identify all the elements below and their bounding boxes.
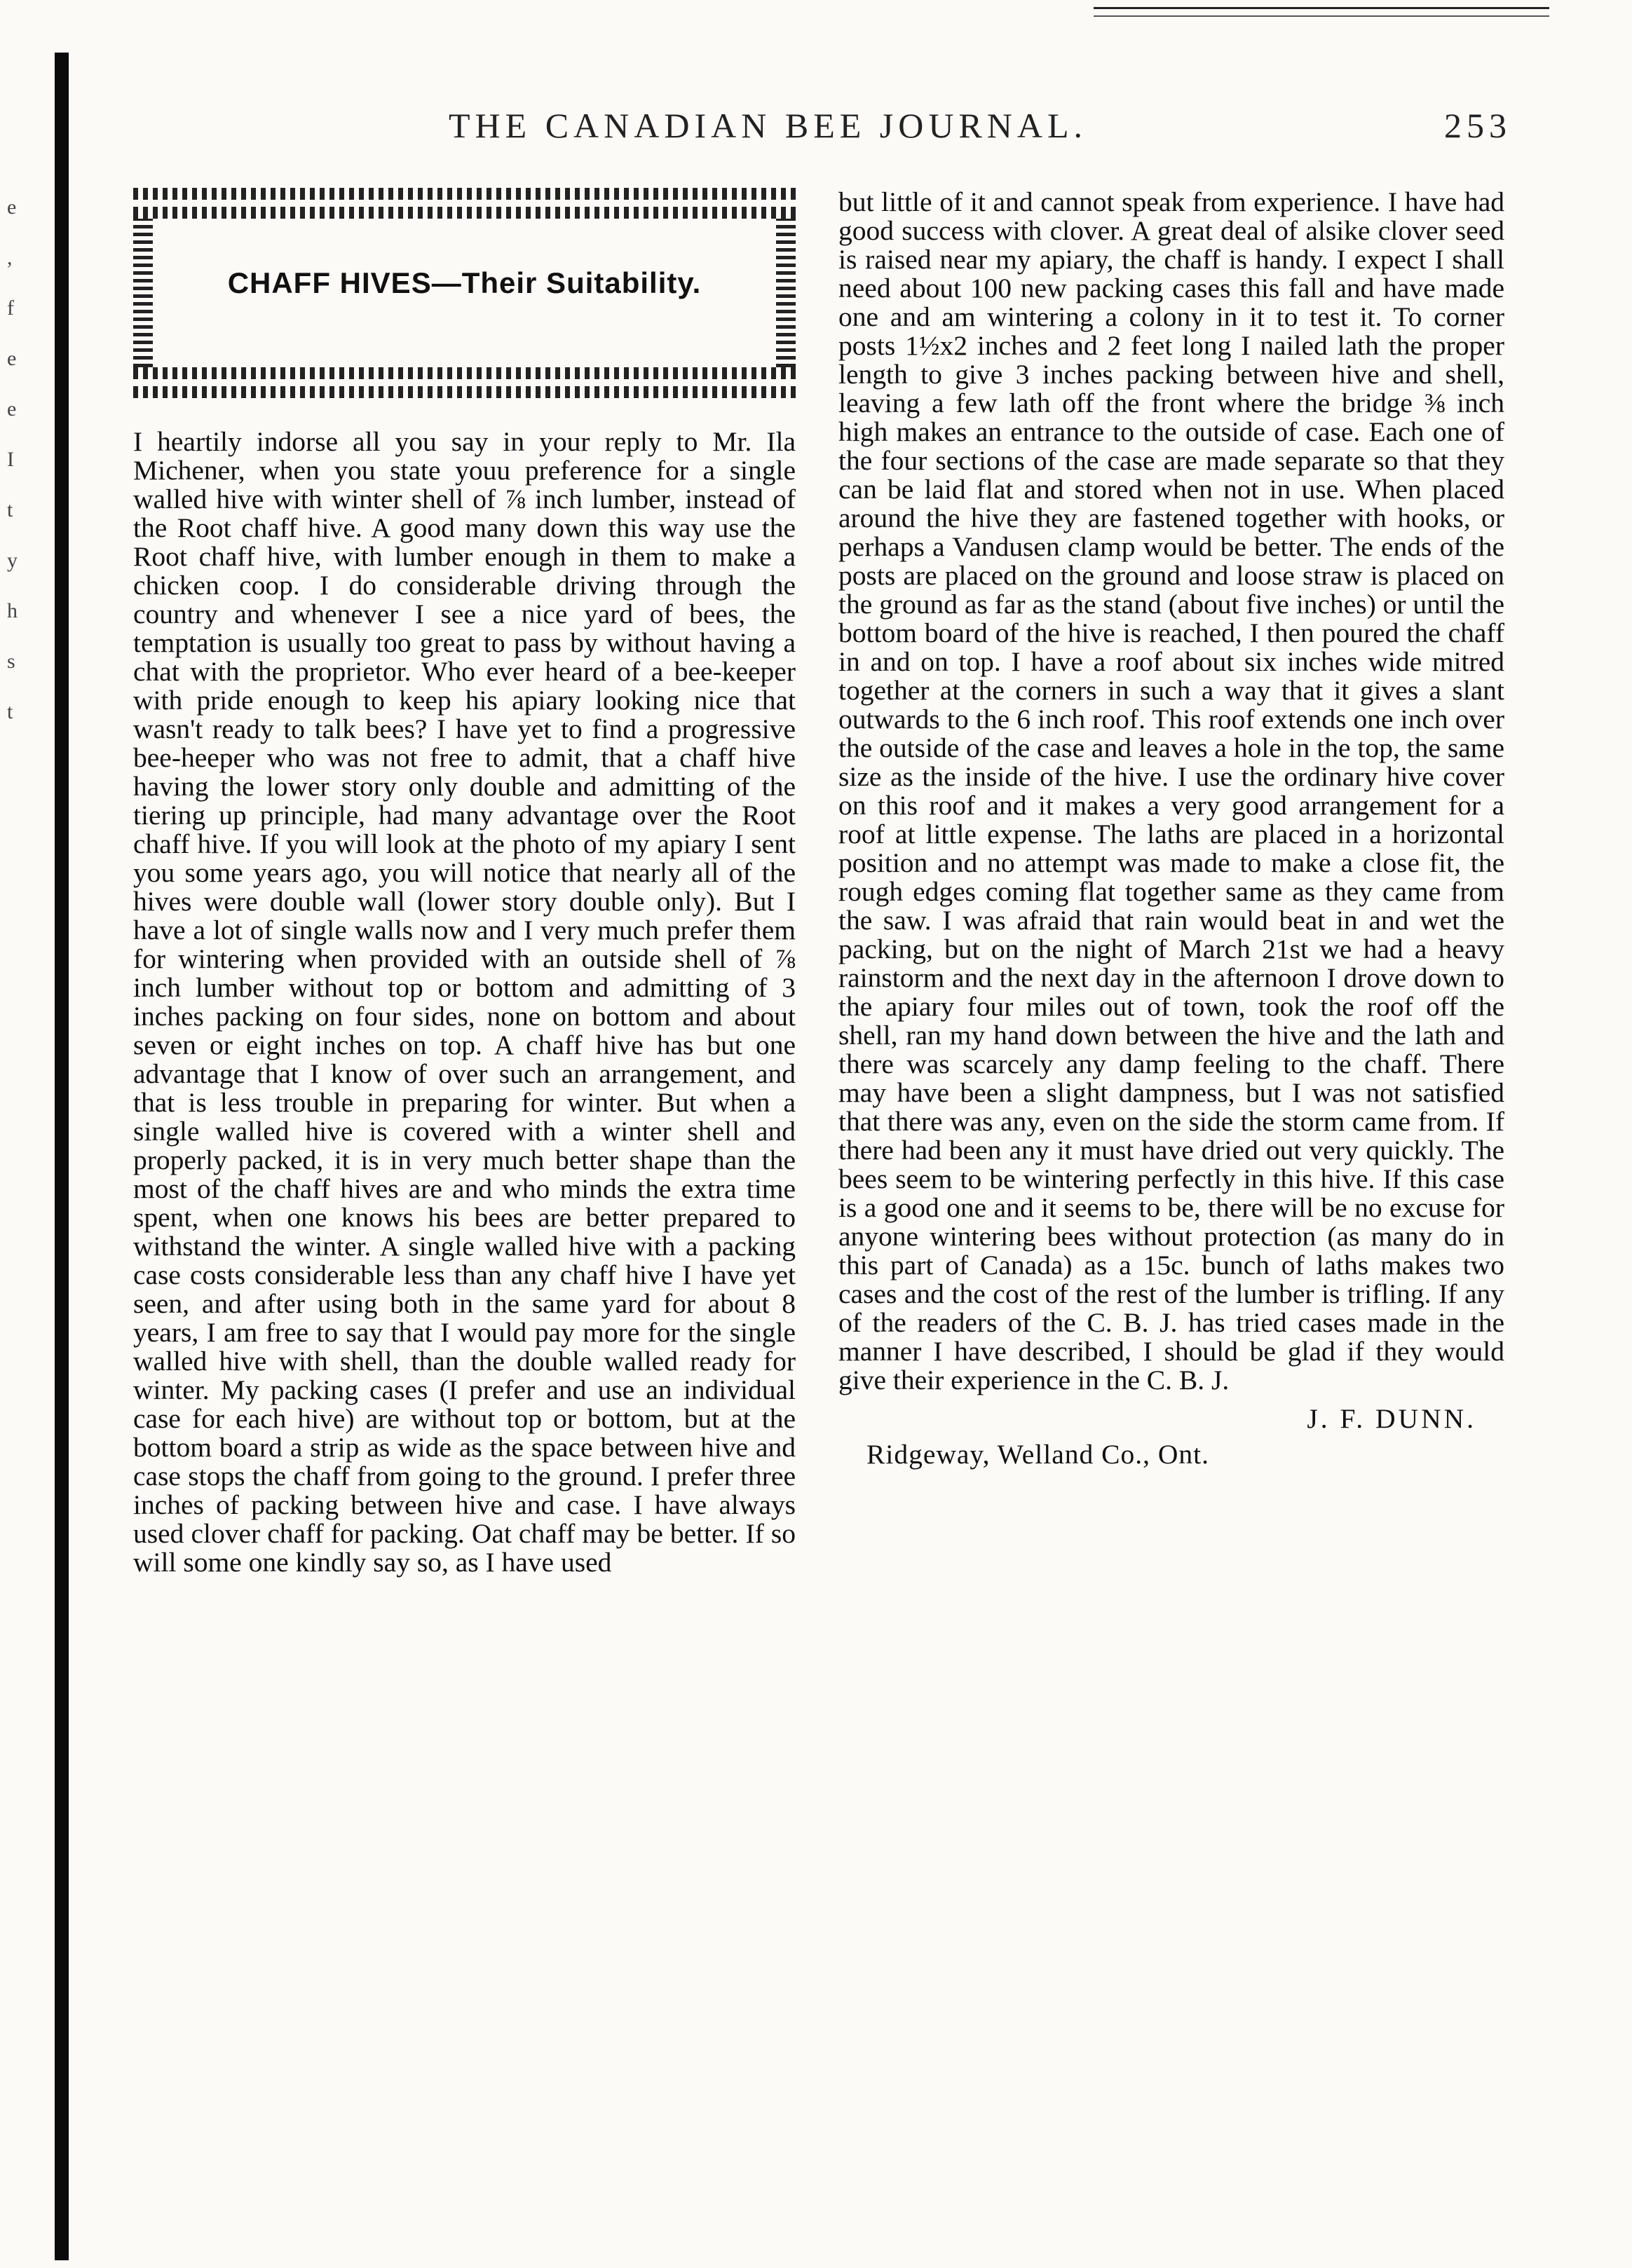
margin-mark: e <box>7 196 17 219</box>
ornament-border-right <box>776 219 796 367</box>
binding-edge <box>55 53 69 2260</box>
author-address: Ridgeway, Welland Co., Ont. <box>866 1439 1209 1470</box>
article-title-box <box>133 188 796 398</box>
margin-mark: e <box>7 397 17 421</box>
margin-marks <box>7 182 35 737</box>
margin-mark: I <box>7 448 14 471</box>
top-rule-secondary <box>1094 15 1549 17</box>
article-title: CHAFF HIVES—Their Suitability. <box>227 266 702 299</box>
margin-mark: y <box>7 549 18 572</box>
author-signature: J. F. DUNN. <box>1307 1403 1476 1434</box>
margin-mark: e <box>7 347 17 370</box>
margin-mark: h <box>7 599 18 622</box>
right-column-text: but little of it and cannot speak from experience. I have had good success with clover. A great deal of alsike clover seed is raised near my apiary, the chaff is handy. I expect I shall need about 100 new packing cases this fall and have made one and am wintering a colony in it to test it. To corner posts 1½x2 inches and 2 feet long I nailed lath the proper length to give 3 inches packing between hive and shell, leaving a few lath off the front where the bridge ⅜ inch high makes an entrance to the outside of case. Each one of the four sections of the case are made separate so that they can be laid flat and stored when not in use. When placed around the hive they are fastened together with hooks, or perhaps a Vandusen clamp would be better. The ends of the posts are placed on the ground and loose straw is placed on the ground as far as the stand (about five inches) or until the bottom board of the hive is reached, I then poured the chaff in and on top. I have a roof about six inches wide mitred together at the corners in such a way that it gives a slant outwards to the 6 inch roof. This roof extends one inch over the outside of the case and leaves a hole in the top, the same size as the inside of the hive. I use the ordinary hive cover on this roof and it makes a very good arrangement for a roof at little expense. The laths are placed in a horizontal position and no attempt was made to make a close fit, the rough edges coming flat together same as they came from the saw. I was afraid that rain would beat in and wet the packing, but on the night of March 21st we had a heavy rainstorm and the next day in the afternoon I drove down to the apiary four miles out of town, took the roof off the shell, ran my hand down between the hive and the lath and there was scarcely any damp feeling to the chaff. There may have been a slight dampness, but I was not satisfied that there was any, even on the side the storm came from. If there had been any it must have dried out very quickly. The bees seem to be wintering perfectly in this hive. If this case is a good one and it seems to be, there will be no excuse for anyone wintering bees without protection (as many do in this part of Canada) as a 15c. bunch of laths makes two cases and the cost of the rest of the lumber is trifling. If any of the readers of the C. B. J. has tried cases made in the manner I have described, I should be glad if they would give their experience in the C. B. J. <box>838 186 1504 1395</box>
right-column <box>838 188 1504 1469</box>
margin-mark: t <box>7 498 13 521</box>
page-number: 253 <box>1444 106 1511 145</box>
margin-mark: t <box>7 700 13 723</box>
left-column-text: I heartily indorse all you say in your reply to Mr. Ila Michener, when you state youu preference for a single walled hive with winter shell of ⅞ inch lumber, instead of the Root chaff hive. A good many down this way use the Root chaff hive, with lumber enough in them to make a chicken coop. I do considerable driving through the country and whenever I see a nice yard of bees, the temptation is usually too great to pass by without having a chat with the proprietor. Who ever heard of a bee-keeper with pride enough to keep his apiary looking nice that wasn't ready to talk bees? I have yet to find a progressive bee-heeper who was not free to admit, that a chaff hive having the lower story only double and admitting of the tiering up principle, had many advantage over the Root chaff hive. If you will look at the photo of my apiary I sent you some years ago, you will notice that nearly all of the hives were double wall (lower story double only). But I have a lot of single walls now and I very much prefer them for wintering when provided with an outside shell of ⅞ inch lumber without top or bottom and admitting of 3 inches packing on four sides, none on bottom and about seven or eight inches on top. A chaff hive has but one advantage that I know of over such an arrangement, and that is less trouble in preparing for winter. But when a single walled hive is covered with a winter shell and properly packed, it is in very much better shape than the most of the chaff hives are and who minds the extra time spent, when one knows his bees are better prepared to withstand the winter. A single walled hive with a packing case costs considerable less than any chaff hive I have yet seen, and after using both in the same yard for about 8 years, I am free to say that I would pay more for the single walled hive with shell, than the double walled ready for winter. My packing cases (I prefer and use an individual case for each hive) are without top or bottom, but at the bottom board a strip as wide as the space between hive and case stops the chaff from going to the ground. I prefer three inches of packing between hive and case. I have always used clover chaff for packing. Oat chaff may be better. If so will some one kindly say so, as I have used <box>133 426 796 1578</box>
margin-mark: , <box>7 246 13 269</box>
left-column <box>133 428 796 1577</box>
ornament-border-left <box>133 219 153 367</box>
margin-mark: s <box>7 650 15 673</box>
top-rule <box>1094 7 1549 9</box>
ornament-border-top <box>133 188 796 219</box>
journal-title: THE CANADIAN BEE JOURNAL. <box>449 106 1088 145</box>
margin-mark: f <box>7 296 14 320</box>
ornament-border-bottom <box>133 367 796 398</box>
